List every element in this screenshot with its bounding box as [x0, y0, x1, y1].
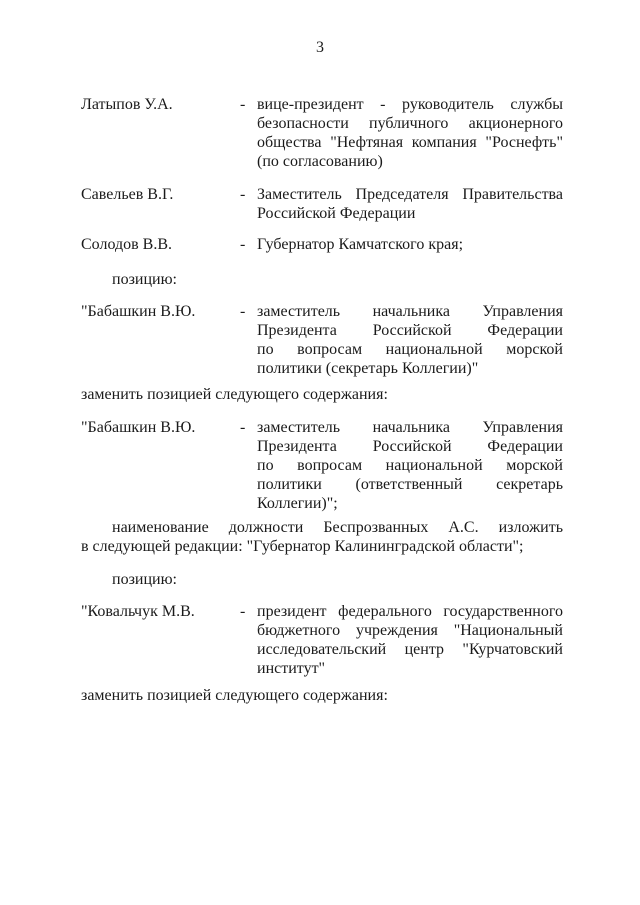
- description-line: Российской Федерации: [257, 205, 416, 222]
- entry-dash: -: [240, 96, 246, 113]
- position-description: [257, 302, 563, 378]
- description-line: Президента Российской Федерации: [257, 438, 563, 455]
- description-line: политики (секретарь Коллегии)": [257, 360, 479, 377]
- description-line: общества "Нефтяная компания "Роснефть": [257, 134, 563, 151]
- description-line: заместитель начальника Управления: [257, 303, 563, 320]
- person-name: Латыпов У.А.: [81, 96, 173, 113]
- position-description: [257, 418, 563, 513]
- entry-dash: -: [240, 603, 246, 620]
- description-line: Президента Российской Федерации: [257, 322, 563, 339]
- description-line: по вопросам национальной морской: [257, 457, 563, 474]
- label-position: позицию:: [112, 271, 177, 288]
- label-position: позицию:: [112, 571, 177, 588]
- label-replace: заменить позицией следующего содержания:: [81, 386, 388, 403]
- position-description: [257, 602, 563, 678]
- description-line: по вопросам национальной морской: [257, 341, 563, 358]
- description-line: заместитель начальника Управления: [257, 419, 563, 436]
- description-line: Коллегии)";: [257, 495, 338, 512]
- paragraph-first-line: наименование должности Беспрозванных А.С. изложить: [112, 519, 563, 536]
- description-line: Губернатор Камчатского края;: [257, 236, 464, 253]
- description-line: институт": [257, 660, 326, 677]
- description-line: (по согласованию): [257, 153, 383, 170]
- label-replace: заменить позицией следующего содержания:: [81, 687, 388, 704]
- page-number: 3: [316, 39, 324, 56]
- paragraph-second-line: в следующей редакции: "Губернатор Калининградской области";: [81, 538, 524, 555]
- position-description: [257, 95, 563, 171]
- description-line: исследовательский центр "Курчатовский: [257, 641, 563, 658]
- description-line: безопасности публичного акционерного: [257, 115, 563, 132]
- person-name: Солодов В.В.: [81, 236, 173, 253]
- position-description: [257, 185, 563, 223]
- person-name: Савельев В.Г.: [81, 186, 174, 203]
- entry-dash: -: [240, 303, 246, 320]
- description-line: вице-президент - руководитель службы: [257, 96, 563, 113]
- person-name: "Бабашкин В.Ю.: [81, 303, 196, 320]
- entry-dash: -: [240, 236, 246, 253]
- description-line: президент федерального государственного: [257, 603, 563, 620]
- entry-dash: -: [240, 186, 246, 203]
- position-description: [257, 235, 563, 254]
- entry-dash: -: [240, 419, 246, 436]
- description-line: политики (ответственный секретарь: [257, 476, 563, 493]
- description-line: Заместитель Председателя Правительства: [257, 186, 563, 203]
- description-line: бюджетного учреждения "Национальный: [257, 622, 563, 639]
- person-name: "Ковальчук М.В.: [81, 603, 195, 620]
- person-name: "Бабашкин В.Ю.: [81, 419, 196, 436]
